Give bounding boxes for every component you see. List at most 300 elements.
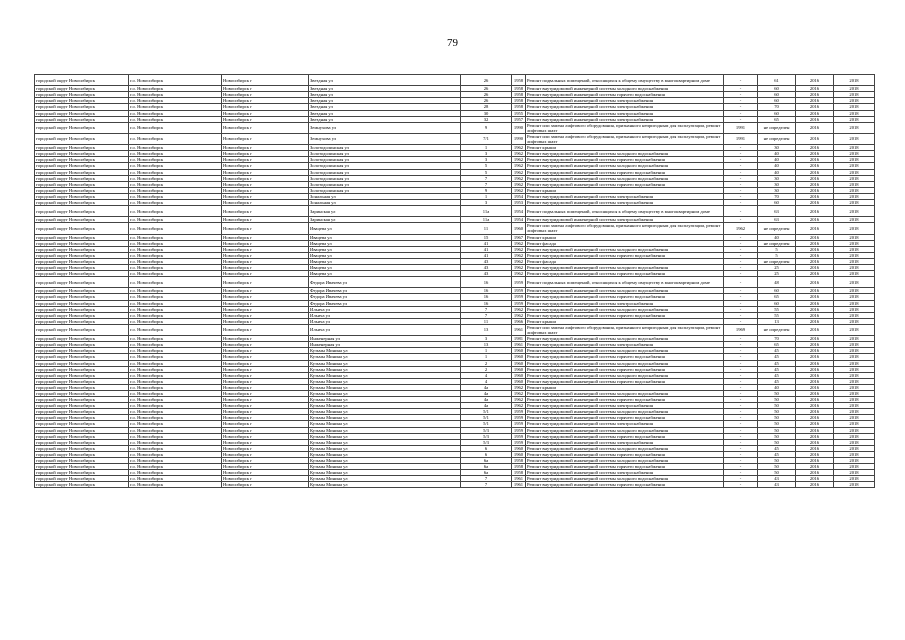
cell-street: Звездная ул — [309, 116, 461, 122]
cell-period-start: 2016 — [796, 470, 834, 476]
cell-wear-percent: 63 — [758, 217, 796, 223]
cell-period-end: 2018 — [834, 397, 875, 403]
cell-house-number: 7 — [461, 175, 512, 181]
cell-street: Ивацева ул — [309, 271, 461, 277]
cell-build-year: 1959 — [512, 288, 526, 294]
cell-period-start: 2016 — [796, 75, 834, 86]
cell-district: г.о. Новосибирск — [129, 306, 222, 312]
cell-district: г.о. Новосибирск — [129, 133, 222, 144]
cell-build-year: 1959 — [512, 427, 526, 433]
cell-district: г.о. Новосибирск — [129, 122, 222, 133]
cell-street: Ивацева ул — [309, 246, 461, 252]
cell-build-year: 1962 — [512, 403, 526, 409]
cell-district: г.о. Новосибирск — [129, 265, 222, 271]
cell-street: Ивацева ул — [309, 223, 461, 234]
cell-municipality: городской округ Новосибирск — [35, 223, 129, 234]
cell-lift-year: - — [724, 199, 758, 205]
cell-city: Новосибирск г — [222, 397, 309, 403]
cell-lift-year: - — [724, 175, 758, 181]
cell-house-number: 6а — [461, 458, 512, 464]
cell-period-start: 2016 — [796, 342, 834, 348]
cell-wear-percent: 50 — [758, 403, 796, 409]
cell-lift-year: 1991 — [724, 133, 758, 144]
cell-work-type: Ремонт крыши — [526, 234, 724, 240]
cell-period-end: 2018 — [834, 122, 875, 133]
cell-lift-year: - — [724, 427, 758, 433]
cell-municipality: городской округ Новосибирск — [35, 246, 129, 252]
cell-period-start: 2016 — [796, 110, 834, 116]
cell-district: г.о. Новосибирск — [129, 104, 222, 110]
cell-lift-year: - — [724, 277, 758, 288]
cell-period-start: 2016 — [796, 324, 834, 335]
cell-period-end: 2018 — [834, 409, 875, 415]
cell-period-start: 2016 — [796, 409, 834, 415]
cell-period-end: 2018 — [834, 378, 875, 384]
cell-street: Кузьмы Минина ул — [309, 451, 461, 457]
cell-house-number: 3 — [461, 151, 512, 157]
cell-house-number: 7 — [461, 482, 512, 488]
cell-city: Новосибирск г — [222, 300, 309, 306]
cell-lift-year: - — [724, 464, 758, 470]
cell-house-number: 16 — [461, 288, 512, 294]
cell-work-type: Ремонт внутридомовой инженерной системы горячего водоснабжения — [526, 169, 724, 175]
cell-lift-year: - — [724, 445, 758, 451]
cell-work-type: Ремонт внутридомовой инженерной системы горячего водоснабжения — [526, 157, 724, 163]
cell-work-type: Ремонт внутридомовой инженерной системы горячего водоснабжения — [526, 433, 724, 439]
cell-street: Кузьмы Минина ул — [309, 372, 461, 378]
cell-period-start: 2016 — [796, 360, 834, 366]
cell-municipality: городской округ Новосибирск — [35, 157, 129, 163]
cell-wear-percent: 30 — [758, 181, 796, 187]
cell-work-type: Ремонт внутридомовой инженерной системы холодного водоснабжения — [526, 336, 724, 342]
cell-house-number: 43 — [461, 271, 512, 277]
cell-work-type: Ремонт внутридомовой инженерной системы горячего водоснабжения — [526, 397, 724, 403]
cell-lift-year: - — [724, 433, 758, 439]
cell-municipality: городской округ Новосибирск — [35, 145, 129, 151]
cell-build-year: 1960 — [512, 348, 526, 354]
cell-city: Новосибирск г — [222, 294, 309, 300]
cell-wear-percent: 50 — [758, 415, 796, 421]
cell-municipality: городской округ Новосибирск — [35, 372, 129, 378]
cell-wear-percent: 65 — [758, 116, 796, 122]
cell-period-end: 2018 — [834, 476, 875, 482]
cell-district: г.о. Новосибирск — [129, 312, 222, 318]
cell-street: Кузьмы Минина ул — [309, 409, 461, 415]
cell-period-start: 2016 — [796, 433, 834, 439]
cell-street: Кузьмы Минина ул — [309, 427, 461, 433]
cell-period-end: 2018 — [834, 300, 875, 306]
cell-work-type: Ремонт внутридомовой инженерной системы электроснабжения — [526, 217, 724, 223]
cell-build-year: 1958 — [512, 464, 526, 470]
cell-period-end: 2018 — [834, 403, 875, 409]
cell-municipality: городской округ Новосибирск — [35, 265, 129, 271]
cell-build-year: 1958 — [512, 458, 526, 464]
cell-house-number: 4 — [461, 378, 512, 384]
cell-work-type: Ремонт внутридомовой инженерной системы холодного водоснабжения — [526, 372, 724, 378]
cell-house-number: 5 — [461, 169, 512, 175]
cell-district: г.о. Новосибирск — [129, 384, 222, 390]
cell-wear-percent: 40 — [758, 163, 796, 169]
cell-lift-year: - — [724, 110, 758, 116]
cell-work-type: Ремонт фасада — [526, 240, 724, 246]
cell-period-start: 2016 — [796, 464, 834, 470]
cell-street: Ивацева ул — [309, 234, 461, 240]
cell-lift-year: - — [724, 336, 758, 342]
cell-period-start: 2016 — [796, 151, 834, 157]
cell-period-start: 2016 — [796, 336, 834, 342]
cell-city: Новосибирск г — [222, 445, 309, 451]
cell-district: г.о. Новосибирск — [129, 86, 222, 92]
cell-municipality: городской округ Новосибирск — [35, 217, 129, 223]
cell-municipality: городской округ Новосибирск — [35, 427, 129, 433]
cell-period-start: 2016 — [796, 175, 834, 181]
cell-wear-percent: 50 — [758, 433, 796, 439]
cell-build-year: 1962 — [512, 258, 526, 264]
cell-city: Новосибирск г — [222, 439, 309, 445]
cell-lift-year: - — [724, 354, 758, 360]
cell-city: Новосибирск г — [222, 157, 309, 163]
cell-period-end: 2018 — [834, 324, 875, 335]
cell-city: Новосибирск г — [222, 175, 309, 181]
cell-period-end: 2018 — [834, 258, 875, 264]
cell-district: г.о. Новосибирск — [129, 234, 222, 240]
cell-municipality: городской округ Новосибирск — [35, 199, 129, 205]
cell-municipality: городской округ Новосибирск — [35, 390, 129, 396]
cell-period-end: 2018 — [834, 306, 875, 312]
cell-period-start: 2016 — [796, 163, 834, 169]
cell-municipality: городской округ Новосибирск — [35, 277, 129, 288]
cell-period-start: 2016 — [796, 445, 834, 451]
cell-work-type: Ремонт внутридомовой инженерной системы холодного водоснабжения — [526, 409, 724, 415]
cell-lift-year: - — [724, 342, 758, 348]
cell-lift-year: - — [724, 271, 758, 277]
cell-period-end: 2018 — [834, 470, 875, 476]
cell-city: Новосибирск г — [222, 98, 309, 104]
cell-wear-percent: 61 — [758, 75, 796, 86]
cell-work-type: Ремонт внутридомовой инженерной системы горячего водоснабжения — [526, 252, 724, 258]
cell-build-year: 1959 — [512, 277, 526, 288]
cell-lift-year: - — [724, 193, 758, 199]
cell-district: г.о. Новосибирск — [129, 354, 222, 360]
cell-period-end: 2018 — [834, 181, 875, 187]
cell-wear-percent: 50 — [758, 470, 796, 476]
cell-district: г.о. Новосибирск — [129, 372, 222, 378]
cell-street: Кузьмы Минина ул — [309, 390, 461, 396]
cell-period-end: 2018 — [834, 464, 875, 470]
cell-period-end: 2018 — [834, 318, 875, 324]
cell-wear-percent: 60 — [758, 110, 796, 116]
cell-lift-year: - — [724, 482, 758, 488]
cell-municipality: городской округ Новосибирск — [35, 133, 129, 144]
cell-period-end: 2018 — [834, 199, 875, 205]
cell-district: г.о. Новосибирск — [129, 464, 222, 470]
cell-street: Ивацева ул — [309, 258, 461, 264]
cell-street: Кузьмы Минина ул — [309, 421, 461, 427]
cell-district: г.о. Новосибирск — [129, 342, 222, 348]
cell-municipality: городской округ Новосибирск — [35, 458, 129, 464]
cell-build-year: 1962 — [512, 240, 526, 246]
cell-house-number: 11а — [461, 206, 512, 217]
cell-municipality: городской округ Новосибирск — [35, 470, 129, 476]
cell-period-end: 2018 — [834, 151, 875, 157]
cell-work-type: Ремонт внутридомовой инженерной системы холодного водоснабжения — [526, 246, 724, 252]
cell-work-type: Ремонт внутридомовой инженерной системы холодного водоснабжения — [526, 288, 724, 294]
cell-wear-percent: 30 — [758, 145, 796, 151]
cell-period-end: 2018 — [834, 277, 875, 288]
cell-municipality: городской округ Новосибирск — [35, 306, 129, 312]
cell-lift-year: - — [724, 312, 758, 318]
cell-city: Новосибирск г — [222, 342, 309, 348]
cell-build-year: 1990 — [512, 122, 526, 133]
cell-street: Кузьмы Минина ул — [309, 366, 461, 372]
cell-wear-percent: не определен — [758, 223, 796, 234]
cell-municipality: городской округ Новосибирск — [35, 187, 129, 193]
cell-period-end: 2018 — [834, 145, 875, 151]
cell-street: Звездная ул — [309, 92, 461, 98]
cell-work-type: Ремонт или замена лифтового оборудования, признанного непригодным для эксплуатации, ремонт лифтовых шахт — [526, 324, 724, 335]
cell-district: г.о. Новосибирск — [129, 98, 222, 104]
cell-city: Новосибирск г — [222, 234, 309, 240]
cell-district: г.о. Новосибирск — [129, 151, 222, 157]
cell-city: Новосибирск г — [222, 306, 309, 312]
cell-lift-year: - — [724, 294, 758, 300]
cell-period-start: 2016 — [796, 217, 834, 223]
cell-period-start: 2016 — [796, 476, 834, 482]
cell-build-year: 1955 — [512, 110, 526, 116]
cell-period-start: 2016 — [796, 187, 834, 193]
cell-municipality: городской округ Новосибирск — [35, 206, 129, 217]
cell-city: Новосибирск г — [222, 252, 309, 258]
cell-build-year: 1959 — [512, 415, 526, 421]
cell-period-end: 2018 — [834, 193, 875, 199]
cell-build-year: 1962 — [512, 163, 526, 169]
cell-city: Новосибирск г — [222, 464, 309, 470]
cell-city: Новосибирск г — [222, 366, 309, 372]
cell-district: г.о. Новосибирск — [129, 300, 222, 306]
cell-wear-percent: 40 — [758, 234, 796, 240]
cell-street: Зональная ул — [309, 199, 461, 205]
cell-work-type: Ремонт внутридомовой инженерной системы холодного водоснабжения — [526, 306, 724, 312]
cell-work-type: Ремонт внутридомовой инженерной системы горячего водоснабжения — [526, 354, 724, 360]
cell-street: Кузьмы Минина ул — [309, 397, 461, 403]
cell-period-start: 2016 — [796, 390, 834, 396]
cell-wear-percent: 43 — [758, 482, 796, 488]
cell-lift-year: - — [724, 75, 758, 86]
cell-lift-year: 1962 — [724, 223, 758, 234]
cell-build-year: 1958 — [512, 75, 526, 86]
cell-street: Зональная ул — [309, 193, 461, 199]
cell-district: г.о. Новосибирск — [129, 145, 222, 151]
cell-city: Новосибирск г — [222, 277, 309, 288]
cell-build-year: 1962 — [512, 384, 526, 390]
cell-build-year: 1962 — [512, 265, 526, 271]
cell-wear-percent: 5 — [758, 252, 796, 258]
cell-house-number: 41 — [461, 252, 512, 258]
cell-wear-percent: 55 — [758, 306, 796, 312]
cell-period-start: 2016 — [796, 300, 834, 306]
cell-district: г.о. Новосибирск — [129, 175, 222, 181]
cell-build-year: 1962 — [512, 187, 526, 193]
cell-period-start: 2016 — [796, 288, 834, 294]
cell-period-end: 2018 — [834, 187, 875, 193]
cell-district: г.о. Новосибирск — [129, 181, 222, 187]
cell-lift-year: - — [724, 372, 758, 378]
cell-period-start: 2016 — [796, 116, 834, 122]
cell-street: Золотодолинская ул — [309, 151, 461, 157]
repair-schedule-table-container — [34, 74, 874, 488]
cell-build-year: 1966 — [512, 318, 526, 324]
cell-period-start: 2016 — [796, 104, 834, 110]
cell-city: Новосибирск г — [222, 318, 309, 324]
cell-district: г.о. Новосибирск — [129, 421, 222, 427]
cell-work-type: Ремонт подвальных помещений, относящихся к общему имуществу в многоквартирном доме — [526, 75, 724, 86]
cell-build-year: 1958 — [512, 86, 526, 92]
cell-city: Новосибирск г — [222, 92, 309, 98]
cell-lift-year: - — [724, 92, 758, 98]
cell-lift-year: - — [724, 206, 758, 217]
cell-build-year: 1959 — [512, 294, 526, 300]
cell-period-start: 2016 — [796, 397, 834, 403]
cell-period-end: 2018 — [834, 175, 875, 181]
cell-city: Новосибирск г — [222, 193, 309, 199]
cell-wear-percent: 70 — [758, 104, 796, 110]
cell-period-start: 2016 — [796, 157, 834, 163]
cell-work-type: Ремонт внутридомовой инженерной системы горячего водоснабжения — [526, 415, 724, 421]
cell-period-start: 2016 — [796, 415, 834, 421]
cell-period-start: 2016 — [796, 384, 834, 390]
cell-city: Новосибирск г — [222, 288, 309, 294]
cell-period-end: 2018 — [834, 336, 875, 342]
cell-district: г.о. Новосибирск — [129, 360, 222, 366]
cell-work-type: Ремонт внутридомовой инженерной системы электроснабжения — [526, 439, 724, 445]
cell-district: г.о. Новосибирск — [129, 277, 222, 288]
cell-lift-year: - — [724, 265, 758, 271]
cell-lift-year: - — [724, 246, 758, 252]
cell-city: Новосибирск г — [222, 390, 309, 396]
cell-municipality: городской округ Новосибирск — [35, 360, 129, 366]
cell-house-number: 1 — [461, 193, 512, 199]
cell-build-year: 1962 — [512, 397, 526, 403]
cell-house-number: 7/1 — [461, 133, 512, 144]
cell-lift-year: - — [724, 390, 758, 396]
cell-build-year: 1953 — [512, 199, 526, 205]
cell-municipality: городской округ Новосибирск — [35, 240, 129, 246]
cell-period-start: 2016 — [796, 366, 834, 372]
cell-city: Новосибирск г — [222, 421, 309, 427]
cell-municipality: городской округ Новосибирск — [35, 116, 129, 122]
cell-period-start: 2016 — [796, 312, 834, 318]
cell-municipality: городской округ Новосибирск — [35, 151, 129, 157]
cell-city: Новосибирск г — [222, 181, 309, 187]
cell-house-number: 1 — [461, 354, 512, 360]
cell-city: Новосибирск г — [222, 348, 309, 354]
cell-district: г.о. Новосибирск — [129, 476, 222, 482]
cell-municipality: городской округ Новосибирск — [35, 175, 129, 181]
cell-work-type: Ремонт внутридомовой инженерной системы холодного водоснабжения — [526, 86, 724, 92]
cell-wear-percent: 25 — [758, 271, 796, 277]
cell-city: Новосибирск г — [222, 451, 309, 457]
cell-period-end: 2018 — [834, 75, 875, 86]
cell-municipality: городской округ Новосибирск — [35, 92, 129, 98]
cell-house-number: 5 — [461, 163, 512, 169]
cell-street: Ильича ул — [309, 312, 461, 318]
cell-municipality: городской округ Новосибирск — [35, 324, 129, 335]
cell-build-year: 1960 — [512, 223, 526, 234]
cell-wear-percent: 40 — [758, 169, 796, 175]
cell-period-start: 2016 — [796, 354, 834, 360]
cell-street: Кузьмы Минина ул — [309, 403, 461, 409]
cell-street: Золотодолинская ул — [309, 187, 461, 193]
cell-period-start: 2016 — [796, 199, 834, 205]
cell-lift-year: - — [724, 187, 758, 193]
cell-period-end: 2018 — [834, 433, 875, 439]
cell-house-number: 5/1 — [461, 421, 512, 427]
cell-house-number: 26 — [461, 75, 512, 86]
cell-build-year: 1958 — [512, 98, 526, 104]
cell-district: г.о. Новосибирск — [129, 409, 222, 415]
cell-municipality: городской округ Новосибирск — [35, 482, 129, 488]
cell-street: Кузьмы Минина ул — [309, 464, 461, 470]
cell-house-number: 15 — [461, 234, 512, 240]
cell-house-number: 2 — [461, 366, 512, 372]
cell-work-type: Ремонт крыши — [526, 318, 724, 324]
cell-work-type: Ремонт крыши — [526, 145, 724, 151]
cell-house-number: 11а — [461, 217, 512, 223]
cell-house-number: 7 — [461, 476, 512, 482]
cell-city: Новосибирск г — [222, 206, 309, 217]
cell-build-year: 1954 — [512, 206, 526, 217]
cell-house-number: 7 — [461, 306, 512, 312]
cell-street: Земнухова ул — [309, 133, 461, 144]
cell-city: Новосибирск г — [222, 223, 309, 234]
cell-work-type: Ремонт внутридомовой инженерной системы холодного водоснабжения — [526, 265, 724, 271]
cell-municipality: городской округ Новосибирск — [35, 98, 129, 104]
cell-period-end: 2018 — [834, 265, 875, 271]
cell-house-number: 41 — [461, 246, 512, 252]
cell-house-number: 26 — [461, 92, 512, 98]
cell-district: г.о. Новосибирск — [129, 288, 222, 294]
cell-district: г.о. Новосибирск — [129, 193, 222, 199]
cell-period-start: 2016 — [796, 421, 834, 427]
cell-street: Звездная ул — [309, 98, 461, 104]
table-row — [35, 206, 875, 217]
cell-city: Новосибирск г — [222, 378, 309, 384]
cell-house-number: 4а — [461, 384, 512, 390]
cell-build-year: 1959 — [512, 300, 526, 306]
cell-period-end: 2018 — [834, 458, 875, 464]
cell-period-start: 2016 — [796, 482, 834, 488]
cell-work-type: Ремонт внутридомовой инженерной системы горячего водоснабжения — [526, 312, 724, 318]
cell-wear-percent: 60 — [758, 199, 796, 205]
cell-period-end: 2018 — [834, 110, 875, 116]
cell-lift-year: - — [724, 458, 758, 464]
cell-municipality: городской округ Новосибирск — [35, 336, 129, 342]
cell-wear-percent: 50 — [758, 409, 796, 415]
cell-street: Золотодолинская ул — [309, 181, 461, 187]
cell-street: Кузьмы Минина ул — [309, 378, 461, 384]
cell-work-type: Ремонт внутридомовой инженерной системы холодного водоснабжения — [526, 458, 724, 464]
cell-period-end: 2018 — [834, 342, 875, 348]
cell-street: Золотодолинская ул — [309, 145, 461, 151]
cell-lift-year: - — [724, 86, 758, 92]
cell-wear-percent: 5 — [758, 246, 796, 252]
table-row — [35, 324, 875, 335]
cell-house-number: 1 — [461, 348, 512, 354]
cell-lift-year: - — [724, 234, 758, 240]
cell-period-end: 2018 — [834, 348, 875, 354]
cell-build-year: 1981 — [512, 336, 526, 342]
cell-house-number: 4а — [461, 390, 512, 396]
